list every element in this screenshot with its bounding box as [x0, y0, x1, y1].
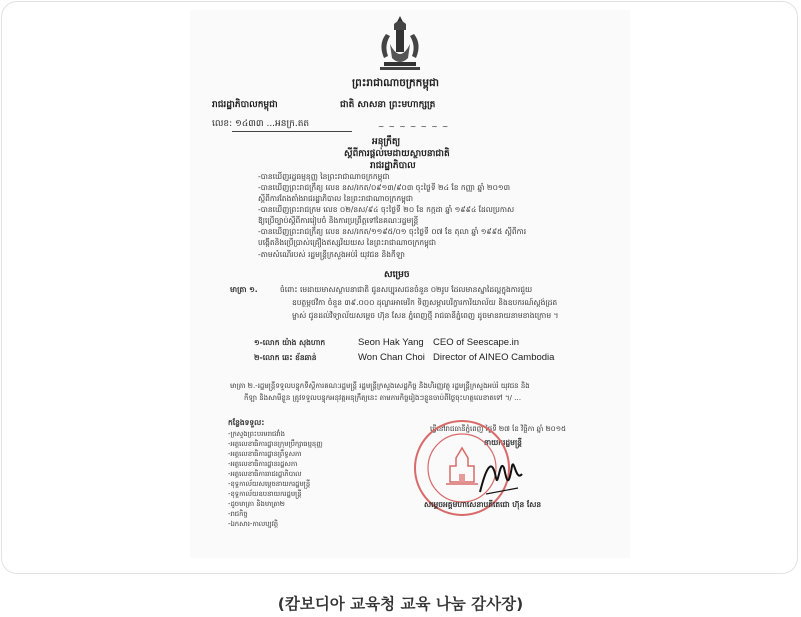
date-line: ធ្វើនៅរាជធានីភ្នំពេញ ថ្ងៃទី ២៧ ខែ វិច្ឆិកា ឆ្នាំ ២០១៥	[430, 425, 566, 433]
preamble-line: -បានឃើញរដ្ឋធម្មនុញ្ញ នៃព្រះរាជាណាចក្រកម្ពុជា	[258, 172, 390, 181]
decree-subtitle: ស្តីពីការផ្តល់មេដាយស្ថាបនាជាតិ	[344, 149, 450, 159]
list-item: -ខុទ្ទកាល័យឧបនាយករដ្ឋមន្ត្រី	[228, 490, 302, 498]
list-item: -ក្រសួងព្រះបរមរាជវាំង	[228, 430, 285, 438]
recipient-latin-name: Seon Hak Yang	[358, 337, 424, 348]
list-item: -ខុទ្ទកាល័យសម្តេចនាយករដ្ឋមន្ត្រី	[228, 480, 311, 488]
ornament-divider: ~ ~ ~ ~ ~ ~ ~	[378, 122, 450, 131]
article1-line: ម្ចាស់ ជូនដល់វិទ្យាល័យសម្តេច ហ៊ុន សែន ភ្នំពេញថ្មី រាជធានីភ្នំពេញ ដូចមានរាយនាមខាងក្រោម ។	[292, 311, 559, 320]
handwritten-signature-icon	[470, 448, 530, 498]
list-item: -រាជកិច្ច	[228, 510, 248, 518]
recipient-title: CEO of Seescape.in	[433, 337, 520, 348]
list-item: -អគ្គលេខាធិការដ្ឋានព្រឹទ្ធសភា	[228, 450, 302, 458]
preamble-line: -តាមសំណើរបស់ រដ្ឋមន្ត្រីក្រសួងអប់រំ យុវជន និងកីឡា	[258, 250, 405, 259]
royal-emblem-icon	[372, 14, 428, 74]
article1-line: ឧបត្ថម្ភថវិកា ចំនួន ៣៩.០០០ ដុល្លារអាមេរិក ទិញសម្ភារបរិក្ខារការិយាល័យ និងឧបករណ៍ស្តង់ដ្រត	[292, 298, 558, 307]
list-item: -អគ្គលេខាធិការដ្ឋានរដ្ឋសភា	[228, 460, 298, 468]
recipient-khmer-name: ១-លោក យ៉ាង សុងហាក	[254, 338, 326, 347]
image-caption: (캄보디아 교육청 교육 나눔 감사장)	[277, 595, 524, 613]
kingdom-title: ព្រះរាជាណាចក្រកម្ពុជា	[352, 77, 440, 89]
preamble-line: -បានឃើញព្រះរាជក្រម លេខ ០២/នស/៩៤ ចុះថ្ងៃទី ២០ ខែ កក្កដា ឆ្នាំ ១៩៩៤ ដែលប្រកាស	[258, 205, 515, 214]
distribution-heading: កន្លែងទទួល:	[228, 418, 265, 427]
signer-name: សម្តេចអគ្គមហាសេនាបតីតេជោ ហ៊ុន សែន	[424, 500, 542, 509]
decree-title: អនុក្រឹត្យ	[372, 137, 401, 147]
recipient-latin-name: Won Chan Choi	[358, 352, 425, 363]
article2-line: មាត្រា ២.-រដ្ឋមន្ត្រីទទួលបន្ទុកទីស្តីការគណៈរដ្ឋមន្ត្រី រដ្ឋមន្ត្រីក្រសួងសេដ្ឋកិច្ច និងហិរញ្ញវត្ថុ រដ្ឋមន្ត្រីក្រសួងអប់រំ យុវជន និង	[230, 382, 530, 390]
list-item: -អគ្គលេខាធិការដ្ឋានក្រុមប្រឹក្សាធម្មនុញ្ញ	[228, 440, 323, 448]
recipient-title: Director of AINEO Cambodia	[433, 352, 555, 363]
list-item: -ដូចមាត្រា និងមាត្រា២	[228, 500, 285, 508]
preamble-line: ស្តីពីការតែងតាំងរាជរដ្ឋាភិបាល នៃព្រះរាជាណាចក្រកម្ពុជា	[258, 194, 413, 203]
reference-number: លេខ: ១៤៣៣ ...អនក្រ.តត	[212, 119, 310, 129]
issuer: រាជរដ្ឋាភិបាល	[370, 161, 416, 171]
list-item: -ឯកសារ-កាលប្បវត្តិ	[228, 520, 279, 528]
list-item: -អគ្គលេខាធិការរាជរដ្ឋាភិបាល	[228, 470, 302, 478]
preamble-line: -បានឃើញព្រះរាជក្រឹត្យ លេខ នស/រកត/១១៩៥/០១ ចុះថ្ងៃទី ០៧ ខែ តុលា ឆ្នាំ ១៩៩៥ ស្តីពីការ	[258, 227, 527, 236]
signer-role: នាយករដ្ឋមន្ត្រី	[484, 438, 522, 447]
recipient-khmer-name: ២-លោក ឆេះ ខ័នឆាន់	[254, 353, 317, 362]
ref-underline	[232, 131, 352, 132]
national-motto: ជាតិ សាសនា ព្រះមហាក្សត្រ	[340, 100, 436, 110]
article1-label: មាត្រា ១.	[230, 285, 258, 294]
preamble-line: -បានឃើញព្រះរាជក្រឹត្យ លេខ នស/រកត/០៩១៣/៩០៣ ចុះថ្ងៃទី ២៤ ខែ កញ្ញា ឆ្នាំ ២០១៣	[258, 183, 510, 192]
preamble-line: ឱ្យប្រើច្បាប់ស្តីពីការរៀបចំ និងការប្រព្រឹត្តទៅនៃគណៈរដ្ឋមន្ត្រី	[258, 216, 419, 225]
decision-heading: សម្រេច	[384, 270, 410, 280]
article1-line: ចំពោះ មេដាយមាសស្ថាបនាជាតិ ជូនសប្បុរសជនចំនួន ០២រូប ដែលមានស្នាដៃល្អក្នុងការជួយ	[280, 285, 533, 294]
preamble-line: បង្កើតនិងប្រើប្រាស់គ្រឿងឥស្សរិយយស នៃព្រះរាជាណាចក្រកម្ពុជា	[258, 238, 437, 247]
article2-line: កីឡា និងសាមីខ្លួន ត្រូវទទួលបន្ទុកអនុវត្តអនុក្រឹត្យនេះ តាមភារកិច្ចរៀងៗខ្លួនចាប់ពីថ្ងៃចុះហត្ថលេខាតទៅ ។/ …	[244, 394, 522, 402]
government-name: រាជរដ្ឋាភិបាលកម្ពុជា	[212, 100, 278, 110]
